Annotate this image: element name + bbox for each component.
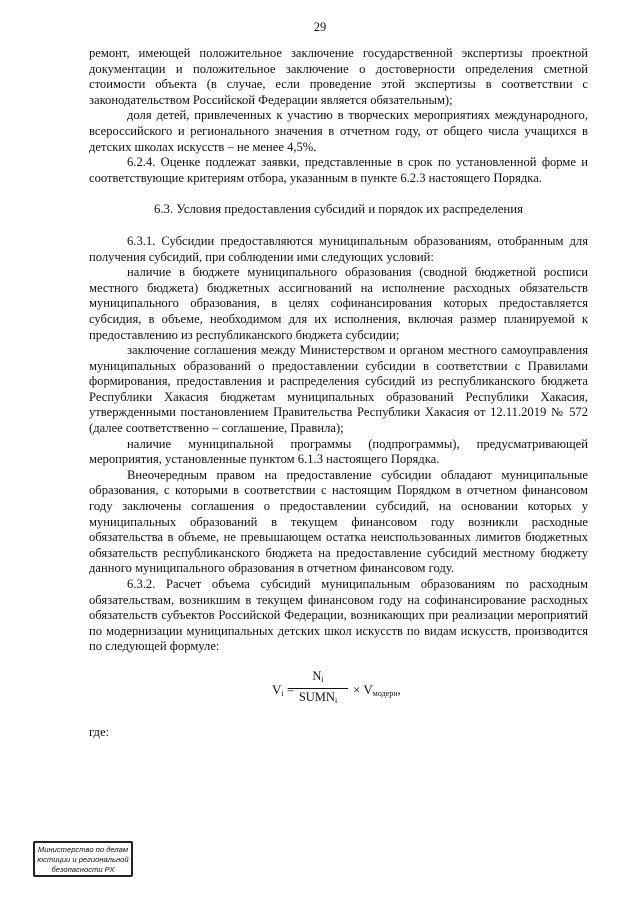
formula-denominator: $SUMN_i$ xyxy=(298,689,338,705)
paragraph: заключение соглашения между Министерством и органом местного самоуправления муниципальных образований о предоставлении субсидии в соответствии с Правилами формирования, предоставления и распределения субсидий из республиканского бюджета Республики Хакасия бюджетам муниципальных образований Республики Хакасия, утвержденными постановлением Правительства Республики Хакасия от 12.11.2019 № 572 (далее соответственно – соглашение, Правила); xyxy=(89,343,588,436)
paragraph: 6.3.2. Расчет объема субсидий муниципальным образованиям по расходным обязательствам, возникшим в текущем финансовом году на софинансирование расходных обязательств субъектов Российской Федерации, возникающих при реализации мероприятий по модернизации муниципальных детских школ искусств по видам искусств, производится по следующей формуле: xyxy=(89,577,588,654)
stamp-line: безопасности РХ xyxy=(51,865,115,874)
paragraph: наличие муниципальной программы (подпрограммы), предусматривающей мероприятия, установленные пунктом 6.1.3 настоящего Порядка. xyxy=(89,436,588,467)
formula-lhs: $V_i$ = xyxy=(272,681,295,698)
paragraph: ремонт, имеющей положительное заключение государственной экспертизы проектной документации и положительное заключение о достоверности определения сметной стоимости объекта (в случае, если проведение этой экспертизы в соответствии с законодательством Российской Федерации является обязательным); xyxy=(89,46,588,107)
formula-rhs: × $V_{модерн}$, xyxy=(353,681,401,698)
fraction-bar xyxy=(288,688,348,689)
paragraph: наличие в бюджете муниципального образования (сводной бюджетной росписи местного бюджета) бюджетных ассигнований на исполнение расходных обязательств муниципального образования, в целях софинансирования которых предоставляется субсидия, в объеме, необходимом для их исполнения, включая размер планируемой к предоставлению из республиканского бюджета субсидии; xyxy=(89,265,588,342)
stamp-line: юстиции и региональной xyxy=(37,855,129,864)
where-label: где: xyxy=(89,724,110,739)
formula-numerator: $N_i$ xyxy=(312,668,324,684)
paragraph: 6.2.4. Оценке подлежат заявки, представленные в срок по установленной форме и соответствующие критериям отбора, указанным в пункте 6.2.3 настоящего Порядка. xyxy=(89,155,588,185)
formula-fraction xyxy=(286,669,350,708)
paragraph: доля детей, привлеченных к участию в творческих мероприятиях международного, всероссийского и регионального значения в отчетном году, от общего числа учащихся в детских школах искусств – не менее 4,5%. xyxy=(89,108,588,154)
paragraph: Внеочередным правом на предоставление субсидии обладают муниципальные образования, с которыми в соответствии с настоящим Порядком в отчетном финансовом году заключены соглашения о предоставлении субсидий, на основании которых у муниципальных образований в текущем финансовом году возникли расходные обязательства в объеме, не превышающем остатка неиспользованных лимитов бюджетных обязательств республиканского бюджета на предоставление субсидий местному бюджету данного муниципального образования в отчетном финансовом году. xyxy=(89,467,588,576)
section-heading: 6.3. Условия предоставления субсидий и порядок их распределения xyxy=(153,202,524,217)
paragraph: 6.3.1. Субсидии предоставляются муниципальным образованиям, отобранным для получения субсидий, при соблюдении ими следующих условий: xyxy=(89,233,588,264)
ministry-stamp xyxy=(33,841,133,877)
formula xyxy=(89,663,588,715)
page-number: 29 xyxy=(313,20,327,34)
document-body xyxy=(89,46,588,741)
stamp-line: Министерство по делам xyxy=(37,845,129,854)
